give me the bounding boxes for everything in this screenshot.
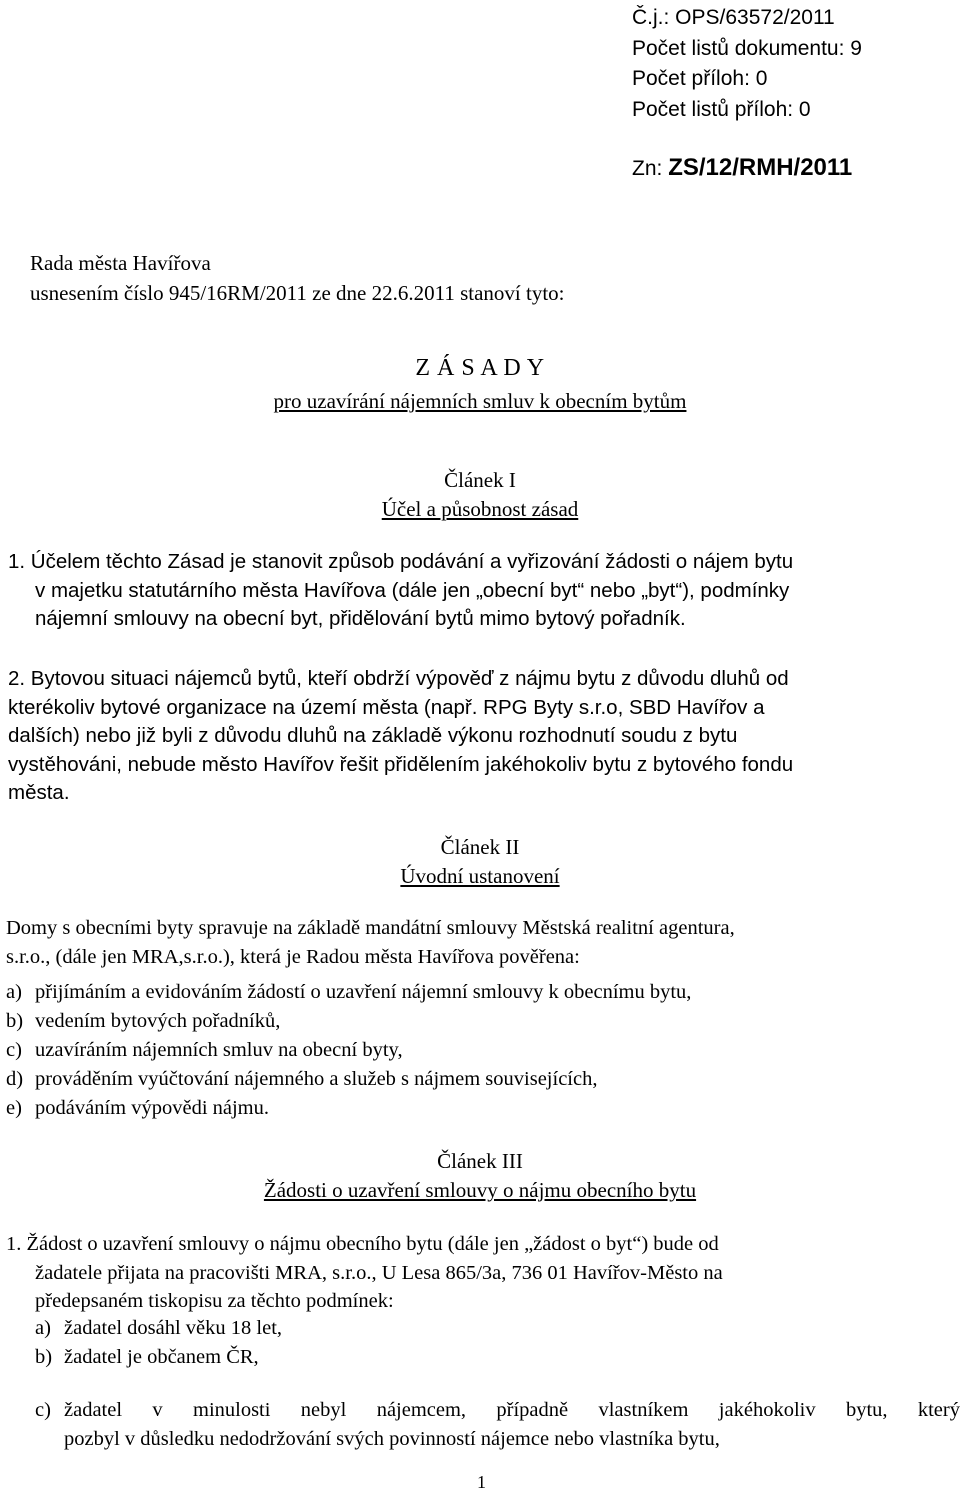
- paragraph-line: 1. Účelem těchto Zásad je stanovit způsob podávání a vyřizování žádosti o nájem bytu: [8, 550, 794, 573]
- paragraph-line: předepsaném tiskopisu za těchto podmínek:: [35, 1290, 394, 1313]
- article-3-heading: Článek III: [437, 1149, 523, 1173]
- attachment-sheet-count: Počet listů příloh: 0: [632, 97, 811, 121]
- paragraph-line: nájemní smlouvy na obecní byt, přidělování bytů mimo bytový pořadník.: [35, 607, 686, 631]
- list-item-marker: c): [35, 1399, 51, 1421]
- paragraph-line: v majetku statutárního města Havířova (dále jen „obecní byt“ nebo „byt“), podmínky: [35, 578, 790, 602]
- list-item: c) uzavíráním nájemních smluv na obecní byty,: [6, 1039, 403, 1061]
- list-item: a) přijímáním a evidováním žádostí o uzavření nájemní smlouvy k obecnímu bytu,: [6, 981, 692, 1003]
- list-item: e) podáváním výpovědi nájmu.: [6, 1097, 269, 1119]
- council-name: Rada města Havířova: [30, 251, 211, 275]
- paragraph-line: dalších) nebo již byli z důvodu dluhů na základě výkonu rozhodnutí soudu z bytu: [8, 724, 738, 748]
- article-2-subheading: Úvodní ustanovení: [400, 864, 560, 888]
- file-mark: [632, 151, 852, 185]
- paragraph-line: žadatel v minulosti nebyl nájemcem, případně vlastníkem jakéhokoliv bytu, který: [64, 1399, 960, 1421]
- document-header: [632, 3, 862, 125]
- article-1-subheading: Účel a působnost zásad: [381, 497, 579, 521]
- list-item-c: [35, 1396, 960, 1453]
- article-3-subheading: Žádosti o uzavření smlouvy o nájmu obecního bytu: [263, 1178, 697, 1202]
- document-subtitle: pro uzavírání nájemních smluv k obecním bytům: [273, 389, 687, 413]
- article-1-heading: Článek I: [444, 468, 516, 492]
- file-mark-label: Zn:: [632, 157, 663, 180]
- list-item: a) žadatel dosáhl věku 18 let,: [35, 1317, 283, 1339]
- document-title: Z Á S A D Y: [415, 355, 545, 381]
- reference-number: Č.j.: OPS/63572/2011: [632, 6, 835, 29]
- paragraph-line: města.: [8, 781, 70, 805]
- resolution-line: usnesením číslo 945/16RM/2011 ze dne 22.6.2011 stanoví tyto:: [30, 281, 565, 305]
- resolution-intro: [30, 248, 565, 308]
- paragraph-line: 1. Žádost o uzavření smlouvy o nájmu obecního bytu (dále jen „žádost o byt“) bude od: [6, 1233, 719, 1255]
- file-mark-value: ZS/12/RMH/2011: [668, 154, 853, 181]
- paragraph-line: Domy s obecními byty spravuje na základě mandátní smlouvy Městská realitní agentura,: [6, 917, 735, 939]
- article-2-heading: Článek II: [440, 835, 520, 859]
- list-item: d) prováděním vyúčtování nájemného a služeb s nájmem souvisejících,: [6, 1068, 598, 1090]
- paragraph-line: kterékoliv bytové organizace na území města (např. RPG Byty s.r.o, SBD Havířov a: [8, 695, 765, 719]
- document-sheet-count: Počet listů dokumentu: 9: [632, 36, 862, 60]
- article-3-paragraph-1: [6, 1230, 916, 1316]
- page-number: 1: [477, 1472, 486, 1492]
- list-item: b) žadatel je občanem ČR,: [35, 1346, 259, 1368]
- paragraph-line: vystěhováni, nebude město Havířov řešit přidělením jakéhokoliv bytu z bytového fondu: [8, 752, 794, 776]
- article-1-paragraph-1: [8, 548, 908, 634]
- paragraph-line: žadatele přijata na pracovišti MRA, s.r.o., U Lesa 865/3a, 736 01 Havířov-Město na: [35, 1261, 723, 1284]
- article-2-intro: [6, 914, 916, 971]
- article-1-paragraph-2: [8, 665, 908, 808]
- paragraph-line: 2. Bytovou situaci nájemců bytů, kteří obdrží výpověď z nájmu bytu z důvodu dluhů od: [8, 667, 789, 690]
- paragraph-line: pozbyl v důsledku nedodržování svých povinností nájemce nebo vlastníka bytu,: [64, 1427, 720, 1450]
- list-item: b) vedením bytových pořadníků,: [6, 1010, 281, 1032]
- attachment-count: Počet příloh: 0: [632, 67, 768, 90]
- paragraph-line: s.r.o., (dále jen MRA,s.r.o.), která je Radou města Havířova pověřena:: [6, 945, 580, 968]
